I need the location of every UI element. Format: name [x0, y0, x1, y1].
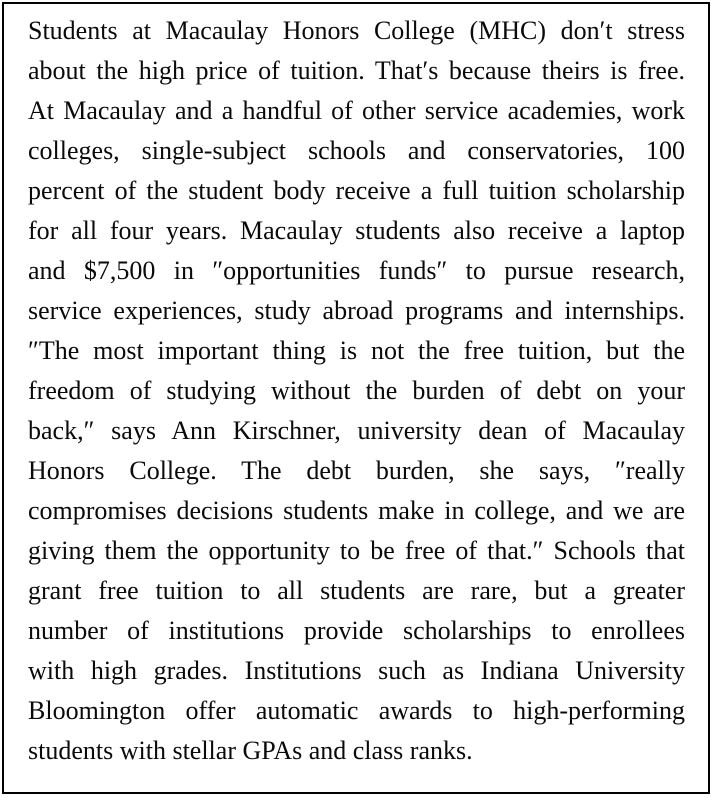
passage-line: students with stellar GPAs and class ranks. — [28, 736, 473, 765]
passage-line: with high grades. Institutions such as Indiana University — [28, 656, 685, 685]
passage-line: compromises decisions students make in college, and we are — [28, 496, 685, 525]
passage-line: back,″ says Ann Kirschner, university dean of Macaulay — [28, 416, 685, 445]
passage-box — [2, 2, 710, 794]
passage-line: percent of the student body receive a full tuition scholarship — [28, 176, 685, 205]
passage-line: Honors College. The debt burden, she says, ″really — [28, 456, 685, 485]
passage-text — [28, 11, 685, 771]
passage-line: grant free tuition to all students are rare, but a greater — [28, 576, 685, 605]
passage-line: freedom of studying without the burden of debt on your — [28, 376, 685, 405]
passage-line: for all four years. Macaulay students also receive a laptop — [28, 216, 685, 245]
passage-line: Students at Macaulay Honors College (MHC) don′t stress — [28, 16, 685, 45]
passage-line: service experiences, study abroad programs and internships. — [28, 296, 685, 325]
passage-line: about the high price of tuition. That′s because theirs is free. — [28, 56, 685, 85]
passage-line: ″The most important thing is not the free tuition, but the — [28, 336, 685, 365]
passage-line: colleges, single-subject schools and conservatories, 100 — [28, 136, 685, 165]
passage-line: number of institutions provide scholarships to enrollees — [28, 616, 685, 645]
passage-line: Bloomington offer automatic awards to high-performing — [28, 696, 685, 725]
passage-line: and $7,500 in ″opportunities funds″ to pursue research, — [28, 256, 685, 285]
passage-line: giving them the opportunity to be free of that.″ Schools that — [28, 536, 685, 565]
passage-line: At Macaulay and a handful of other service academies, work — [28, 96, 685, 125]
